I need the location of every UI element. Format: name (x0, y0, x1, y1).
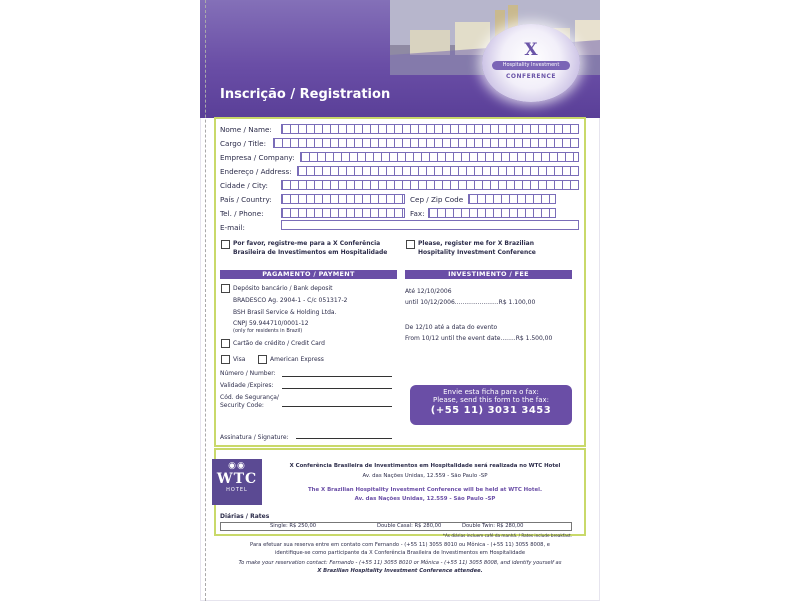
fax-field[interactable] (428, 208, 556, 218)
hotel-pt-line1: X Conferência Brasileira de Investimentos em Hospitalidade será realizada no WTC Hotel (289, 463, 561, 469)
cnpj-line: CNPJ 59.944710/0001-12 (233, 320, 309, 327)
fax-label: Fax: (410, 209, 425, 218)
hotel-pt-line2: Av. das Nações Unidas, 12.559 - São Paulo -SP (362, 473, 488, 479)
fee-until-pt: Até 12/10/2006 (405, 288, 452, 295)
city-field[interactable] (281, 180, 579, 190)
globe-icon: ◉◉ (228, 461, 246, 471)
fax-number: (+55 11) 3031 3453 (430, 405, 552, 416)
wtc-logo-text: WTC (216, 471, 258, 487)
email-field[interactable] (281, 220, 579, 230)
footer-line-2: identifique-se como participante da X Conferência Brasileira de Investimentos em Hospitalidade (274, 550, 526, 556)
name-field[interactable] (281, 124, 579, 134)
fax-line-pt: Envie esta ficha para o fax: (443, 388, 539, 396)
country-field[interactable] (281, 194, 405, 204)
conference-logo (482, 24, 580, 102)
rate-double-casal: Double Casal: R$ 280,00 (377, 523, 442, 529)
visa-label: Visa (233, 356, 246, 363)
rates-note: *As diárias incluem café da manhã. / Rates include breakfast. (442, 533, 572, 538)
security-code-line[interactable] (282, 405, 392, 407)
city-label: Cidade / City: (220, 181, 268, 190)
company-label: Empresa / Company: (220, 153, 295, 162)
rates-label: Diárias / Rates (220, 513, 270, 520)
rate-single: Single: R$ 250,00 (270, 523, 317, 529)
bank-deposit-checkbox[interactable] (221, 284, 230, 293)
amex-label: American Express (270, 356, 324, 363)
cnpj-note: (only for residents in Brazil) (233, 328, 303, 334)
zip-field[interactable] (468, 194, 556, 204)
registration-form-page (200, 0, 600, 601)
card-validity-label: Validade /Expires: (220, 382, 274, 389)
title-field[interactable] (273, 138, 579, 148)
hotel-en-line2: Av. das Nações Unidas, 12.559 - São Paulo -SP (354, 496, 496, 502)
card-number-label: Número / Number: (220, 370, 276, 377)
logo-line1: Hospitality Investment (492, 61, 570, 70)
fee-after-pt: De 12/10 até a data do evento (405, 324, 498, 331)
visa-checkbox[interactable] (221, 355, 230, 364)
rate-double-twin: Double Twin: R$ 280,00 (462, 523, 524, 529)
fee-until-en: until 10/12/2006.......................R$ 1.100,00 (405, 299, 536, 306)
logo-mark: X (524, 40, 538, 60)
phone-label: Tel. / Phone: (220, 209, 264, 218)
footer-line-4: X Brazilian Hospitality Investment Conference attendee. (317, 568, 483, 574)
register-en-checkbox[interactable] (406, 240, 415, 249)
security-code-label-1: Cód. de Segurança/ (220, 394, 279, 401)
amex-checkbox[interactable] (258, 355, 267, 364)
bank-company-line: BSH Brasil Service & Holding Ltda. (233, 309, 337, 316)
wtc-hotel-logo (212, 459, 262, 505)
fee-header: INVESTIMENTO / FEE (405, 270, 572, 279)
register-pt-text: Por favor, registre-me para a X Conferência Brasileira de Investimentos em Hospitalidade (233, 240, 388, 256)
credit-card-checkbox[interactable] (221, 339, 230, 348)
zip-label: Cep / Zip Code (410, 195, 464, 204)
card-number-line[interactable] (282, 375, 392, 377)
cut-line (205, 0, 206, 601)
footer-line-3: To make your reservation contact: Fernando - (+55 11) 3055 8010 or Mônica - (+55 11) 3055 8008, and identify yourself as (238, 560, 562, 566)
address-field[interactable] (297, 166, 579, 176)
address-label: Endereço / Address: (220, 167, 292, 176)
footer-line-1: Para efetuar sua reserva entre em contato com Fernando - (+55 11) 3055 8010 ou Mônica - (+55 11) 3055 8008, e (250, 542, 550, 548)
wtc-logo-sub: HOTEL (226, 487, 248, 493)
payment-header: PAGAMENTO / PAYMENT (220, 270, 397, 279)
signature-line[interactable] (296, 437, 392, 439)
title-label: Cargo / Title: (220, 139, 267, 148)
credit-card-label: Cartão de crédito / Credit Card (233, 340, 325, 347)
email-label: E-mail: (220, 223, 245, 232)
card-validity-line[interactable] (282, 387, 392, 389)
logo-line2: CONFERENCE (506, 73, 556, 80)
fax-line-en: Please, send this form to the fax: (433, 396, 549, 404)
bank-account-line: BRADESCO Ag. 2904-1 - C/c 051317-2 (233, 297, 348, 304)
bank-deposit-label: Depósito bancário / Bank deposit (233, 285, 333, 292)
fax-instructions-box (410, 385, 572, 425)
name-label: Nome / Name: (220, 125, 272, 134)
hotel-en-line1: The X Brazilian Hospitality Investment Conference will be held at WTC Hotel. (307, 487, 543, 493)
country-label: País / Country: (220, 195, 272, 204)
signature-label: Assinatura / Signature: (220, 434, 289, 441)
company-field[interactable] (300, 152, 579, 162)
security-code-label-2: Security Code: (220, 402, 264, 409)
register-pt-checkbox[interactable] (221, 240, 230, 249)
page-title: Inscrição / Registration (220, 87, 391, 102)
phone-field[interactable] (281, 208, 405, 218)
fee-after-en: From 10/12 until the event date........R$ 1.500,00 (405, 335, 553, 342)
register-en-text: Please, register me for X Brazilian Hospitality Investment Conference (418, 240, 536, 256)
